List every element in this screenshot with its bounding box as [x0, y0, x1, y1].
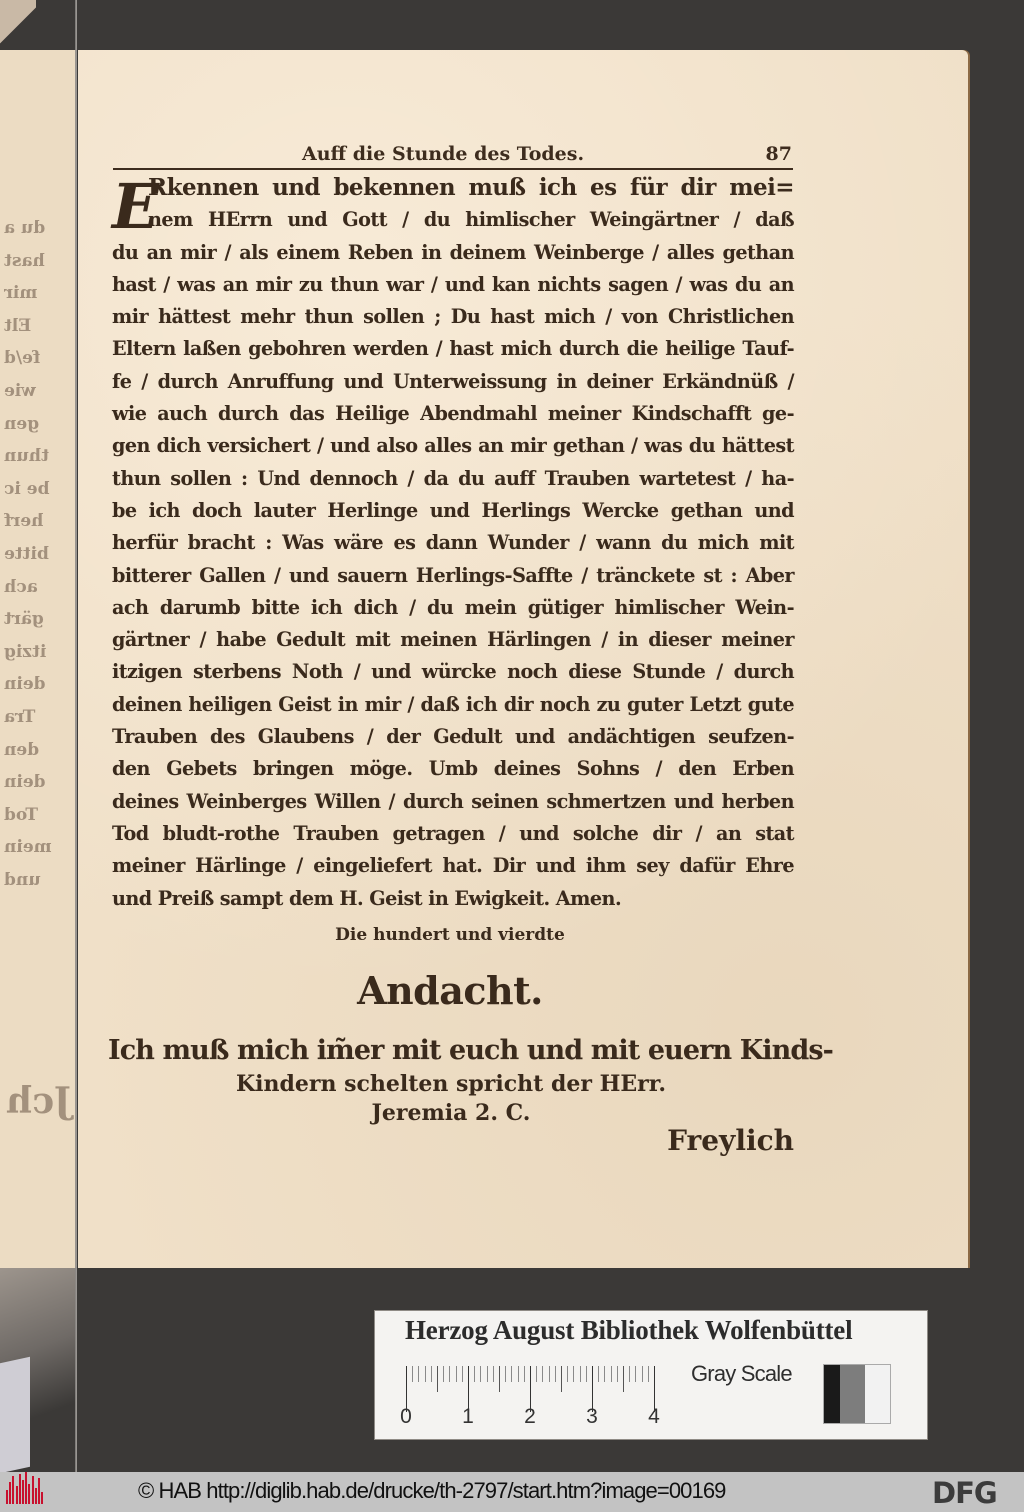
text-line: herfür bracht : Was wäre es dann Wunder / wann du mich mit: [112, 531, 794, 555]
ruler-tick: [623, 1366, 624, 1392]
bleed-line: mein: [4, 837, 52, 858]
gray-scale-swatches: [823, 1364, 891, 1424]
running-head-title: Auff die Stunde des Todes.: [302, 143, 585, 165]
text-line: itzigen sterbens Noth / und würcke noch diese Stunde / durch: [112, 660, 794, 684]
bleed-line: den: [4, 739, 40, 760]
ruler-tick: [586, 1366, 587, 1382]
ruler-tick: [425, 1366, 426, 1382]
ruler-tick: [611, 1366, 612, 1382]
text-line: deinen heiligen Geist in mir / daß ich dir noch zu guter Letzt gute: [112, 692, 794, 716]
ruler-tick: [524, 1366, 525, 1382]
ruler-tick: [555, 1366, 556, 1382]
bleed-line: ach: [4, 576, 38, 597]
bleed-line: itzig: [4, 641, 47, 662]
bleed-line: und: [4, 869, 41, 890]
ruler-tick: [462, 1366, 463, 1382]
dfg-logo-icon: DFG: [932, 1476, 997, 1510]
text-line: gen dich versichert / und also alles an mir gethan / was du hättest: [112, 434, 794, 458]
text-line: fe / durch Anruffung und Unterweissung in deiner Erkändnüß /: [112, 369, 794, 393]
footer-bar: [0, 1472, 1024, 1512]
ruler-tick: [567, 1366, 568, 1382]
ruler-tick: [542, 1366, 543, 1382]
text-line: Tod bludt-rothe Trauben getragen / und solche dir / an stat: [112, 821, 794, 845]
bleed-line: thun: [4, 446, 49, 467]
bleed-line: Tra: [4, 706, 36, 727]
bleed-line: Tod: [4, 804, 38, 825]
epigraph-line: Kindern schelten spricht der HErr.: [236, 1071, 666, 1097]
text-line: hast / was an mir zu thun war / und kan nichts sagen / was du an: [112, 272, 794, 296]
previous-page-edge: [0, 50, 76, 1268]
gray-swatch: [840, 1365, 865, 1423]
text-line: meiner Härlinge / eingeliefert hat. Dir und ihm sey dafür Ehre: [112, 854, 794, 878]
text-line: nem HErrn und Gott / du himlischer Weingärtner / daß: [148, 208, 794, 232]
prayer-body-text: [112, 172, 794, 915]
bleed-line: Elt: [4, 315, 32, 336]
hab-logo-icon: [6, 1476, 48, 1508]
ruler-tick: [418, 1366, 419, 1382]
ruler-tick: [648, 1366, 649, 1382]
bleed-line: wie: [4, 380, 36, 401]
text-line: Trauben des Glaubens / der Gedult und andächtigen seufzen-: [112, 725, 794, 749]
ruler-tick: [629, 1366, 630, 1382]
ruler-tick: [518, 1366, 519, 1382]
gray-swatch: [865, 1365, 890, 1423]
ruler-tick: [505, 1366, 506, 1382]
ruler-tick: [412, 1366, 413, 1382]
previous-page-corner: [0, 0, 36, 50]
ruler-tick: [604, 1366, 605, 1382]
ruler-tick: [635, 1366, 636, 1382]
text-line: bitterer Gallen / und sauern Herlings-Saffte / tränckete st : Aber: [112, 563, 794, 587]
bleed-line: bitte: [4, 543, 49, 564]
ruler-tick: [561, 1366, 562, 1392]
ruler-tick: [449, 1366, 450, 1382]
ruler-tick: [480, 1366, 481, 1382]
running-head: [298, 140, 792, 170]
text-line: den Gebets bringen möge. Umb deines Sohns / den Erben: [112, 757, 794, 781]
gutter-fold-line: [75, 0, 77, 1472]
ruler-tick: [573, 1366, 574, 1382]
calibration-card: [374, 1310, 928, 1440]
ruler-tick: [598, 1366, 599, 1382]
bleed-line: gen: [4, 413, 40, 434]
text-line: du an mir / als einem Reben in deinem Weinberge / alles gethan: [112, 240, 794, 264]
text-line: deines Weinberges Willen / durch seinen schmertzen und herben: [112, 789, 794, 813]
bleed-line: du a: [4, 218, 46, 238]
bleed-line: fe/d: [4, 348, 41, 369]
text-line: ach darumb bitte ich dich / du mein gütiger himlischer Wein-: [112, 595, 794, 619]
gray-swatch: [824, 1365, 840, 1423]
copyright-link[interactable]: © HAB http://diglib.hab.de/drucke/th-2797/start.htm?image=00169: [138, 1478, 726, 1503]
section-title: Andacht.: [357, 968, 543, 1013]
bleed-line: gärt: [4, 609, 44, 630]
gray-scale-label: Gray Scale: [691, 1361, 792, 1386]
scripture-reference: Jeremia 2. C.: [371, 1100, 531, 1126]
text-line: und Preiß sampt dem H. Geist in Ewigkeit. Amen.: [112, 886, 622, 910]
text-line: mir hättest mehr thun sollen ; Du hast mich / von Christlichen: [112, 305, 794, 329]
bleed-line: dein: [4, 772, 46, 793]
institution-name: Herzog August Bibliothek Wolfenbüttel: [405, 1315, 853, 1345]
previous-page-large-glyph: Jch: [6, 1080, 72, 1122]
text-line: be ich doch lauter Herlinge und Herlings Wercke gethan und: [112, 498, 794, 522]
text-line: gärtner / habe Gedult mit meinen Härlingen / in dieser meiner: [112, 628, 794, 652]
ruler-tick: [437, 1366, 438, 1392]
ruler-label: 4: [648, 1405, 660, 1428]
ruler-label: 1: [462, 1405, 474, 1428]
bleed-line: dein: [4, 674, 46, 695]
ruler-tick: [511, 1366, 512, 1382]
drop-cap-initial: E: [112, 170, 160, 243]
text-line: Eltern laßen gebohren werden / hast mich durch die heilige Tauf-: [112, 337, 794, 361]
ruler-tick: [536, 1366, 537, 1382]
text-line: Rkennen und bekennen muß ich es für dir mei=: [148, 174, 794, 201]
ruler-tick: [499, 1366, 500, 1392]
epigraph: [108, 1032, 833, 1128]
section-intro: Die hundert und vierdte: [335, 925, 565, 945]
text-line: thun sollen : Und dennoch / da du auff Trauben wartetest / ha-: [112, 466, 794, 490]
bleed-line: herf: [4, 511, 44, 532]
ruler-tick: [580, 1366, 581, 1382]
ruler-label: 3: [586, 1405, 598, 1428]
ruler-tick: [493, 1366, 494, 1382]
ruler-label: 2: [524, 1405, 536, 1428]
previous-page-bleed-text: [4, 212, 66, 896]
bleed-line: be ic: [4, 478, 50, 499]
ruler-tick: [549, 1366, 550, 1382]
ruler-tick: [456, 1366, 457, 1382]
ruler-tick: [431, 1366, 432, 1382]
bleed-line: hast: [4, 250, 45, 271]
ruler-tick: [443, 1366, 444, 1382]
page-number: 87: [765, 143, 792, 165]
bleed-line: mir: [4, 283, 38, 304]
ruler-tick: [617, 1366, 618, 1382]
catchword: Freylich: [667, 1124, 794, 1157]
ruler-tick: [474, 1366, 475, 1382]
spine-label: [0, 1357, 30, 1473]
ruler-label: 0: [400, 1405, 412, 1428]
ruler-tick: [487, 1366, 488, 1382]
ruler-tick: [642, 1366, 643, 1382]
epigraph-line: Ich muß mich im̃er mit euch und mit euern Kinds-: [108, 1035, 833, 1066]
header-rule: [113, 168, 793, 170]
text-line: wie auch durch das Heilige Abendmahl meiner Kindschafft ge-: [112, 402, 794, 426]
